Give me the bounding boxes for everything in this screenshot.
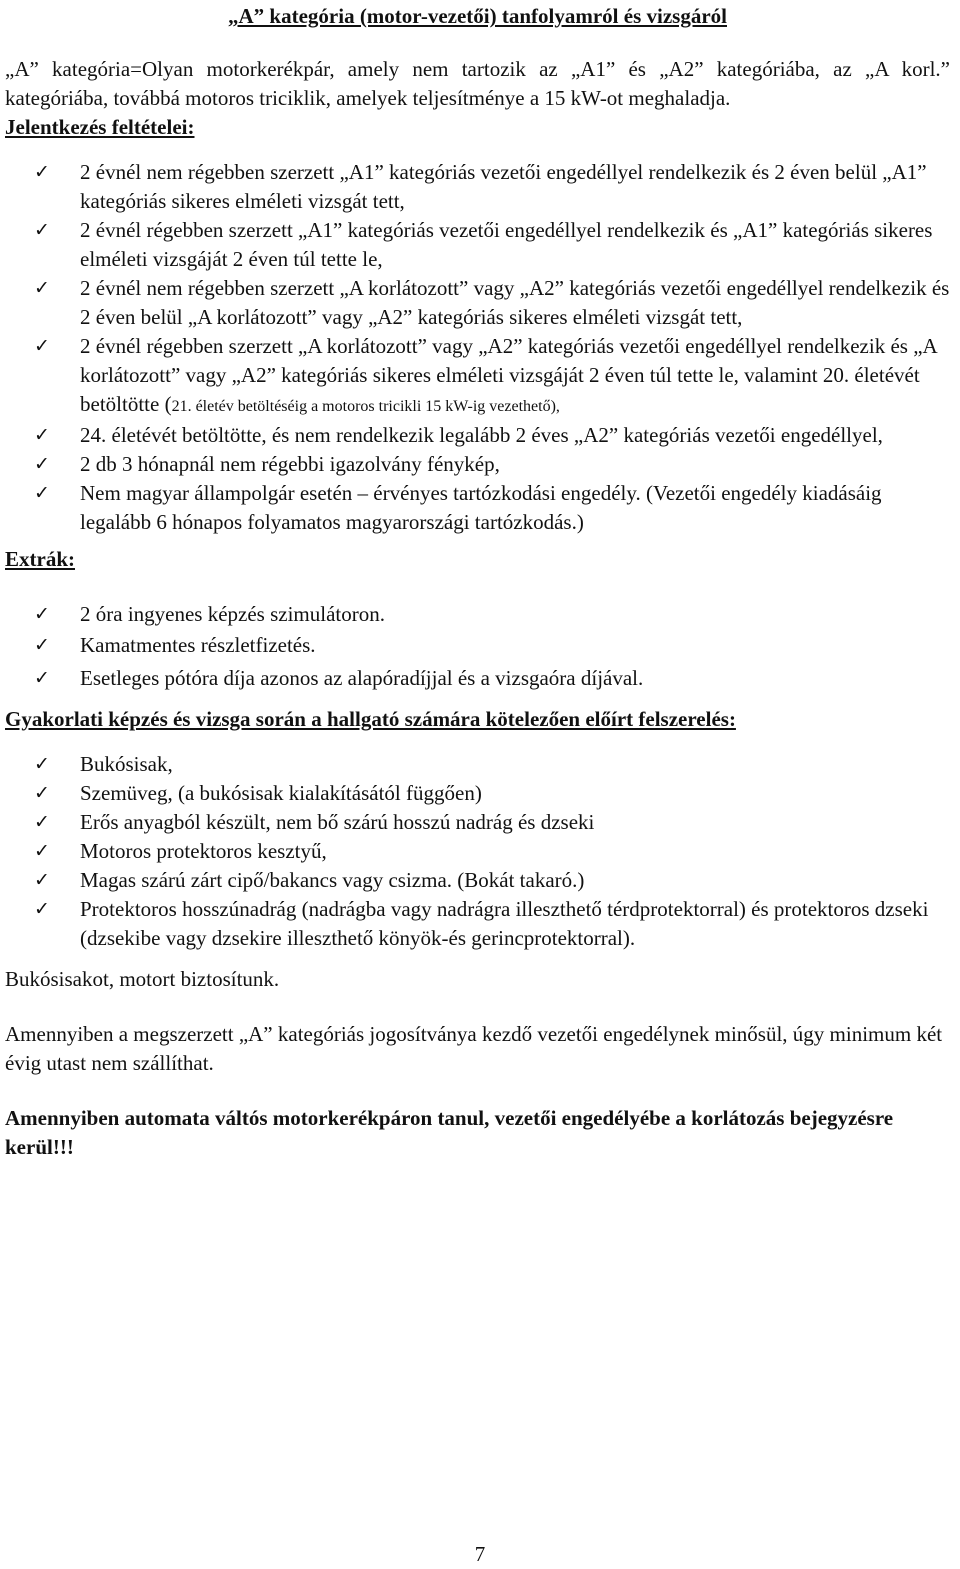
check-icon: ✓	[34, 782, 50, 804]
check-icon: ✓	[34, 840, 50, 862]
page-number: 7	[474, 1542, 486, 1566]
conditions-list	[5, 158, 950, 537]
list-item: ✓ Protektoros hosszúnadrág (nadrágba vagy nadrágra illeszthető térdprotektorral) és protektoros dzseki (dzsekibe vagy dzsekire illeszthető könyök-és gerincprotektorral).	[5, 895, 950, 953]
age-note: 21. életév betöltéséig a motoros tricikli 15 kW-ig vezethető),	[171, 398, 560, 415]
extras-heading: Extrák:	[5, 547, 75, 571]
list-item: ✓ Nem magyar állampolgár esetén – érvényes tartózkodási engedély. (Vezetői engedély kiadásáig legalább 6 hónapos folyamatos magyarországi tartózkodás.)	[5, 479, 950, 537]
check-icon: ✓	[34, 453, 50, 475]
check-icon: ✓	[34, 811, 50, 833]
list-item: ✓ 2 évnél nem régebben szerzett „A1” kategóriás vezetői engedéllyel rendelkezik és 2 éven belül „A1” kategóriás sikeres elméleti vizsgát tett,	[5, 158, 950, 216]
list-item: ✓ Motoros protektoros kesztyű,	[5, 837, 950, 866]
check-icon: ✓	[34, 898, 50, 920]
list-item: ✓ 24. életévét betöltötte, és nem rendelkezik legalább 2 éves „A2” kategóriás vezetői engedéllyel,	[5, 421, 950, 450]
provided-note: Bukósisakot, motort biztosítunk.	[5, 967, 280, 991]
automatic-note: Amennyiben automata váltós motorkerékpáron tanul, vezetői engedélyébe a korlátozás bejegyzésre kerül!!!	[5, 1106, 894, 1159]
list-item: ✓ Kamatmentes részletfizetés.	[5, 631, 950, 660]
check-icon: ✓	[34, 424, 50, 446]
document-page	[5, 0, 950, 1162]
list-item: ✓ 2 évnél régebben szerzett „A korlátozott” vagy „A2” kategóriás vezetői engedéllyel rendelkezik és „A korlátozott” vagy „A2” kategóriás sikeres elméleti vizsgáját 2 éven túl tette le, valamint 20. életévét betöltötte (21. életév betöltéséig a motoros tricikli 15 kW-ig vezethető),	[5, 332, 950, 421]
check-icon: ✓	[34, 603, 50, 625]
beginner-note: Amennyiben a megszerzett „A” kategóriás jogosítványa kezdő vezetői engedélynek minősül, úgy minimum két évig utast nem szállíthat.	[5, 1022, 943, 1075]
check-icon: ✓	[34, 667, 50, 689]
list-item: ✓ 2 db 3 hónapnál nem régebbi igazolvány fénykép,	[5, 450, 950, 479]
page-title: „A” kategória (motor-vezetői) tanfolyamról és vizsgáról	[228, 4, 727, 28]
check-icon: ✓	[34, 869, 50, 891]
check-icon: ✓	[34, 277, 50, 299]
list-item: ✓ 2 óra ingyenes képzés szimulátoron.	[5, 600, 950, 629]
equipment-heading: Gyakorlati képzés és vizsga során a hallgató számára kötelezően előírt felszerelés:	[5, 707, 736, 731]
list-item: ✓ 2 évnél régebben szerzett „A1” kategóriás vezetői engedéllyel rendelkezik és „A1” kategóriás sikeres elméleti vizsgáját 2 éven túl tette le,	[5, 216, 950, 274]
equipment-list	[5, 750, 950, 953]
check-icon: ✓	[34, 482, 50, 504]
check-icon: ✓	[34, 634, 50, 656]
list-item: ✓ Esetleges pótóra díja azonos az alapóradíjjal és a vizsgaóra díjával.	[5, 664, 950, 693]
list-item: ✓ Bukósisak,	[5, 750, 950, 779]
list-item: ✓ 2 évnél nem régebben szerzett „A korlátozott” vagy „A2” kategóriás vezetői engedéllyel rendelkezik és 2 éven belül „A korlátozott” vagy „A2” kategóriás sikeres elméleti vizsgát tett,	[5, 274, 950, 332]
list-item: ✓ Magas szárú zárt cipő/bakancs vagy csizma. (Bokát takaró.)	[5, 866, 950, 895]
intro-paragraph: „A” kategória=Olyan motorkerékpár, amely nem tartozik az „A1” és „A2” kategóriába, az „A korl.” kategóriába, továbbá motoros triciklik, amelyek teljesítménye a 15 kW-ot meghaladja.	[5, 57, 950, 110]
extras-list	[5, 600, 950, 693]
check-icon: ✓	[34, 335, 50, 357]
conditions-heading: Jelentkezés feltételei:	[5, 115, 195, 139]
check-icon: ✓	[34, 753, 50, 775]
list-item: ✓ Erős anyagból készült, nem bő szárú hosszú nadrág és dzseki	[5, 808, 950, 837]
check-icon: ✓	[34, 219, 50, 241]
list-item: ✓ Szemüveg, (a bukósisak kialakításától függően)	[5, 779, 950, 808]
check-icon: ✓	[34, 161, 50, 183]
